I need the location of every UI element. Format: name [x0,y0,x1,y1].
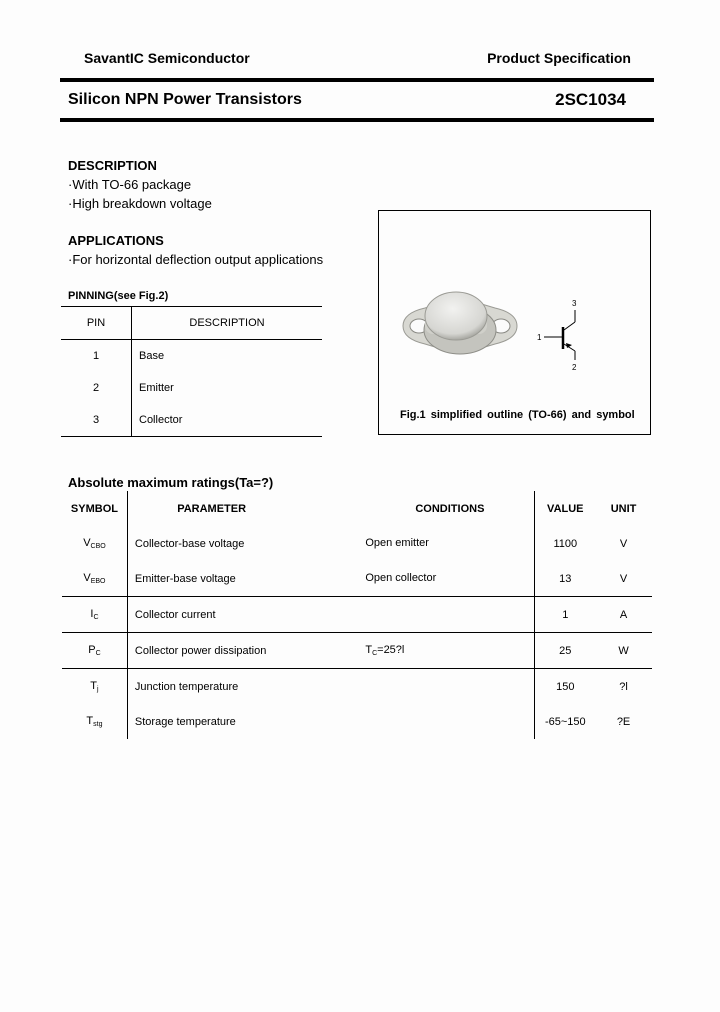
symbol-cell: $P_C$ [62,633,127,669]
parameter-cell: Collector-base voltage [134,537,245,550]
emitter-pin-label: 2 [572,363,577,372]
unit-cell: V [619,572,628,585]
part-number: 2SC1034 [555,90,626,109]
unit-cell: ?l [595,669,652,705]
table-row [62,561,652,597]
npn-transistor-symbol-icon [530,295,590,375]
description-item: ·With TO-66 package [68,177,192,192]
pin-number: 1 [61,340,132,373]
unit-cell: ?E [616,715,631,728]
pin-description: Base [139,350,165,362]
header-rule-top [60,78,654,82]
symbol-cell: $I_C$ [62,597,127,633]
value-cell: 150 [535,669,595,705]
column-header-description: DESCRIPTION [132,307,323,340]
ratings-table [62,491,652,739]
value-cell: 1100 [535,526,595,561]
applications-item: ·For horizontal deflection output applications [68,252,324,267]
figure-caption: Fig.1 simplified outline (TO-66) and symbol [400,409,635,421]
applications-heading: APPLICATIONS [68,233,164,248]
symbol-cell: $V_{EBO}$ [62,561,127,597]
column-header-value: VALUE [535,491,595,526]
pin-description: Collector [139,414,183,426]
table-row [62,597,652,633]
collector-pin-label: 3 [572,299,577,308]
table-row [62,526,652,561]
symbol-cell: $T_{stg}$ [62,704,127,739]
header-rule-bottom [60,118,654,122]
unit-cell: W [595,633,652,669]
description-item: ·High breakdown voltage [68,196,212,211]
conditions-cell [365,704,535,739]
value-cell: 13 [535,561,595,597]
table-row [62,669,652,705]
parameter-cell: Emitter-base voltage [134,572,236,585]
column-header-symbol: SYMBOL [62,491,127,526]
conditions-cell [365,669,535,705]
table-row [61,340,322,373]
column-header-unit: UNIT [610,502,637,515]
table-row [62,633,652,669]
table-row [62,704,652,739]
column-header-conditions: CONDITIONS [415,502,485,515]
unit-cell: A [595,597,652,633]
description-heading: DESCRIPTION [68,158,157,173]
product-title: Silicon NPN Power Transistors [68,91,302,108]
conditions-cell: $T_C=25?l$ [365,633,535,669]
ratings-heading: Absolute maximum ratings(Ta=?) [68,475,274,490]
pinning-table [61,306,322,437]
document-type: Product Specification [487,50,631,66]
parameter-cell: Storage temperature [134,715,236,728]
unit-cell: V [619,537,628,550]
symbol-cell: $V_{CBO}$ [62,526,127,561]
pinning-heading: PINNING(see Fig.2) [68,290,169,302]
to66-package-image [395,288,525,363]
conditions-cell: Open collector [365,572,437,584]
base-pin-label: 1 [537,333,542,342]
conditions-cell [365,597,535,633]
parameter-cell: Junction temperature [127,669,365,705]
company-name: SavantIC Semiconductor [84,50,250,66]
value-cell: 25 [535,633,595,669]
column-header-pin: PIN [61,307,132,340]
conditions-cell: Open emitter [365,537,429,549]
value-cell: -65~150 [535,704,595,739]
table-row [61,404,322,437]
column-header-parameter: PARAMETER [177,502,247,515]
value-cell: 1 [535,597,595,633]
symbol-cell: $T_j$ [62,669,127,705]
pin-number: 2 [61,372,132,404]
parameter-cell: Collector current [127,597,365,633]
pin-number: 3 [61,404,132,437]
pin-description: Emitter [139,382,174,394]
parameter-cell: Collector power dissipation [127,633,365,669]
table-row [61,372,322,404]
